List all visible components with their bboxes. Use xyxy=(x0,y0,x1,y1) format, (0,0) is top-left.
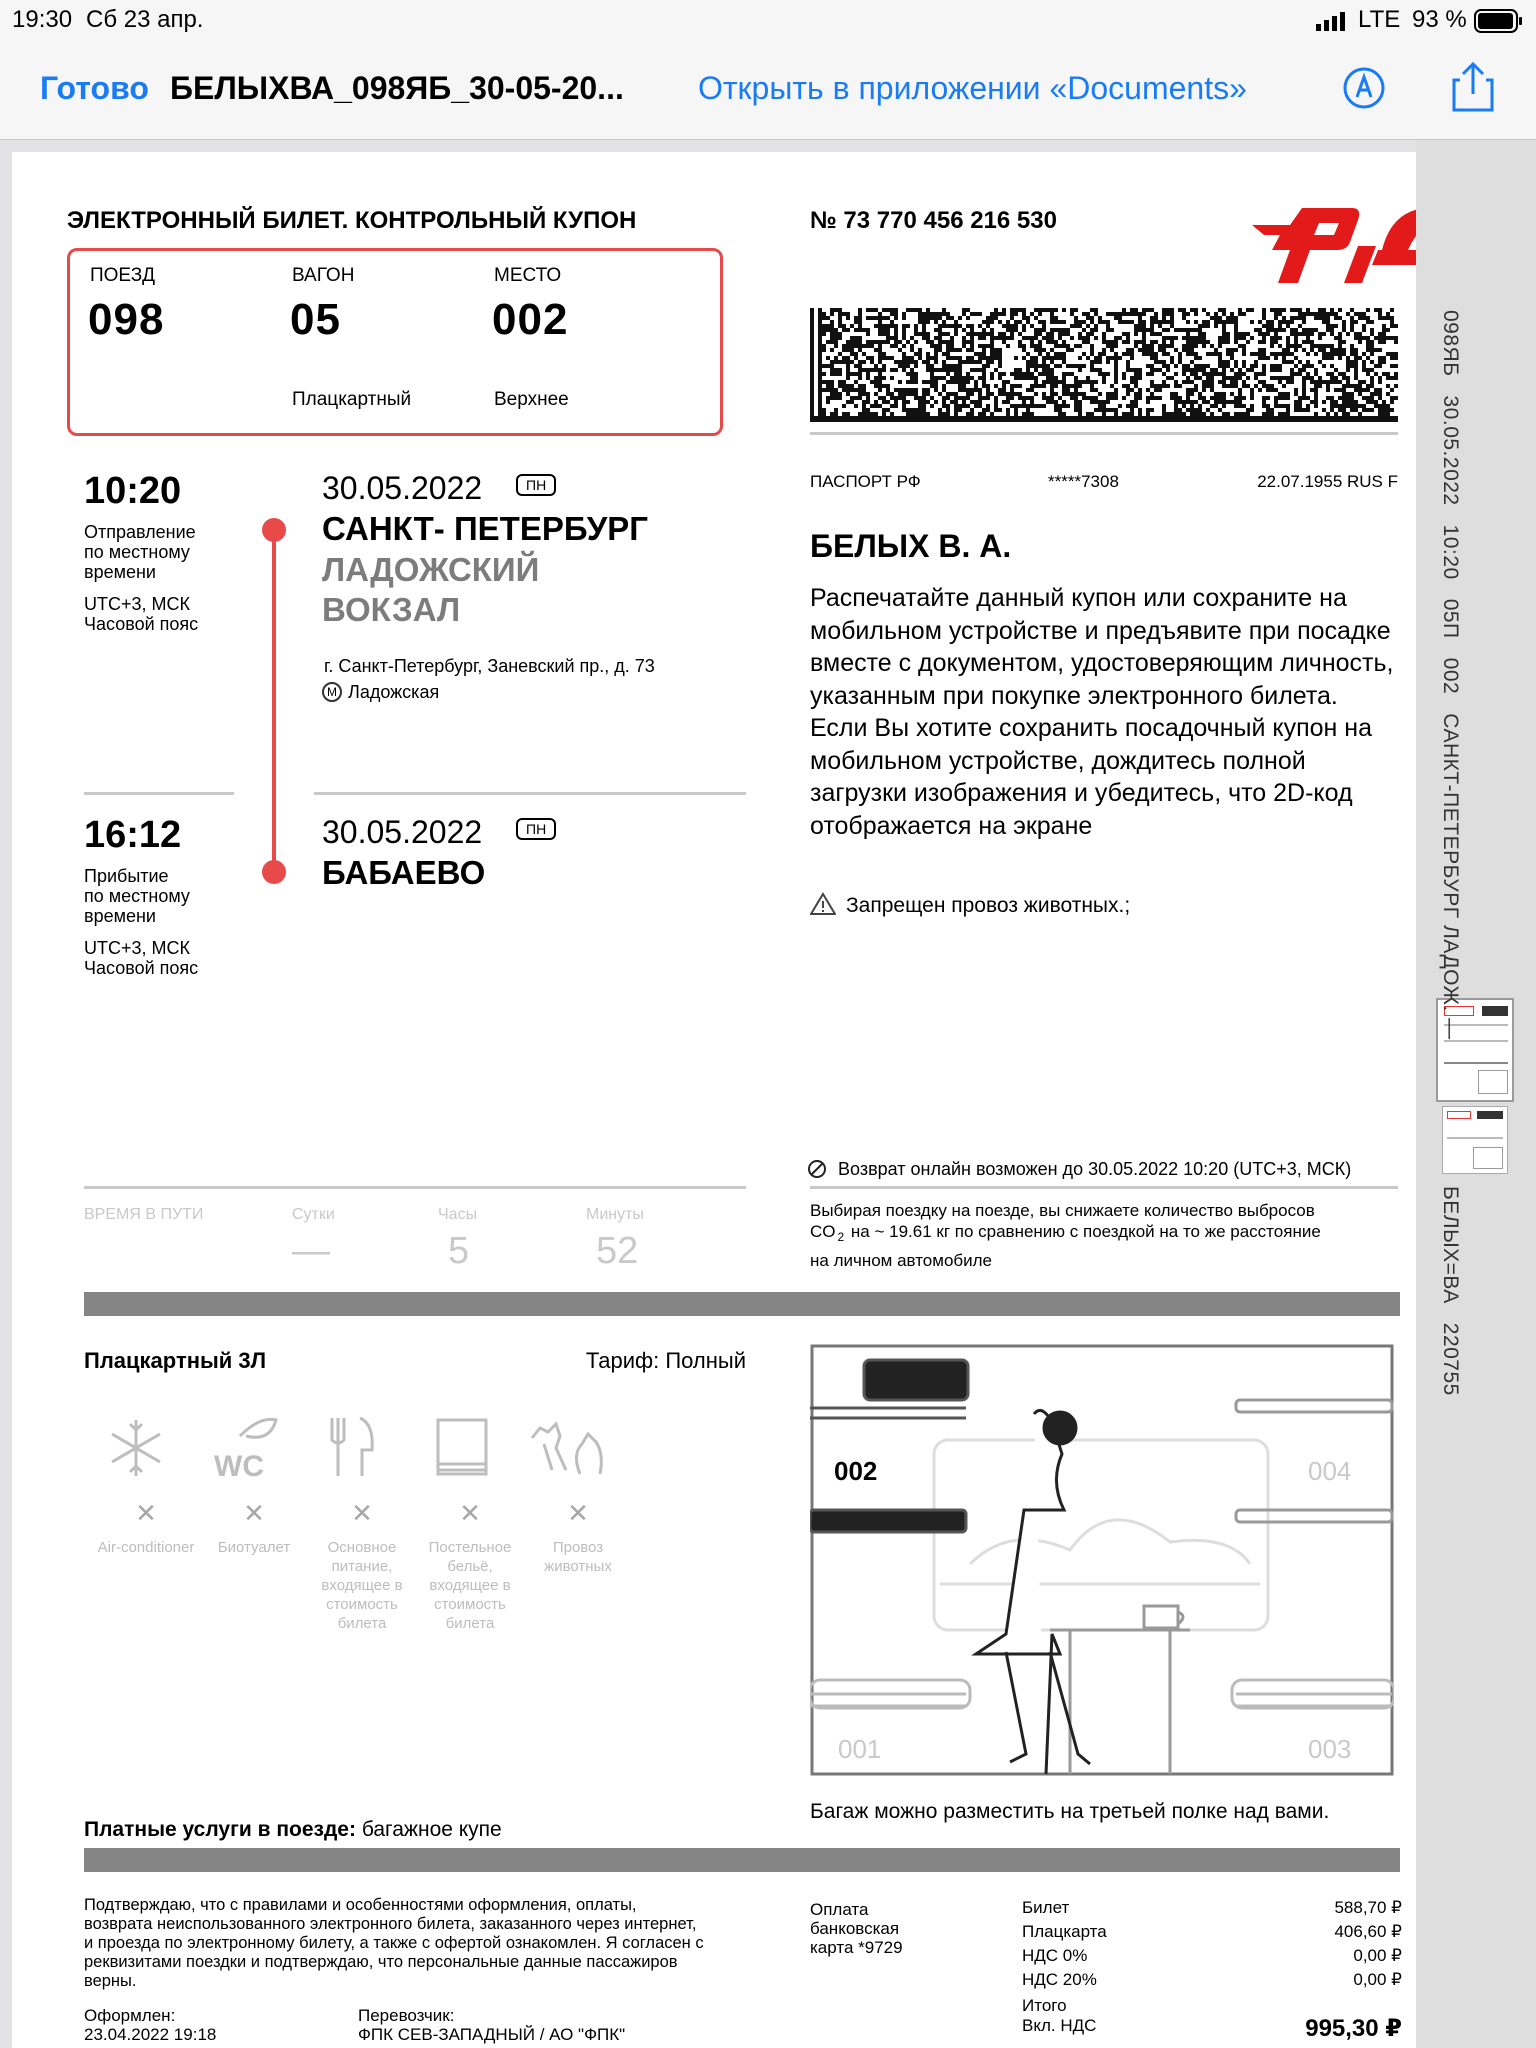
price-ticket: 588,70 ₽ xyxy=(1334,1898,1402,1917)
status-bar xyxy=(0,0,1536,42)
signal-icon xyxy=(1316,10,1350,30)
seat-004-label: 004 xyxy=(1308,1456,1352,1486)
amenity-4-label: Провоз животных xyxy=(544,1539,612,1575)
warning-text: Запрещен провоз животных.; xyxy=(846,894,1131,917)
legal-consent: Подтверждаю, что с правилами и особенностями оформления, оплаты, возврата неиспользованного электронного билета, заказанного через интернет, и проезда по электронному билету, а также с офертой ознакомлен. Я согласен с реквизитами поездки и подтверждаю, что персональные данные пассажиров верны. xyxy=(84,1896,704,1990)
amenity-3-label: Постельное бельё, входящее в стоимость билета xyxy=(428,1539,512,1632)
carrier-value: ФПК СЕВ-ЗАПАДНЫЙ / АО "ФПК" xyxy=(358,2025,626,2044)
seat-label: МЕСТО xyxy=(494,265,562,286)
ticket-number: № 73 770 456 216 530 xyxy=(810,207,1057,234)
side-passenger-text xyxy=(1438,1186,1462,1396)
train-number: 098 xyxy=(88,295,165,344)
departure-date: 30.05.2022 xyxy=(322,470,483,506)
carrier-info xyxy=(358,2006,625,2044)
arrival-note-2: по местному xyxy=(84,886,190,906)
toilet-icon xyxy=(210,1414,280,1485)
arrival-tz-2: Часовой пояс xyxy=(84,958,199,978)
battery-percent: 93 % xyxy=(1412,6,1467,33)
section-divider-1 xyxy=(84,1292,1400,1316)
arrival-weekday: ПН xyxy=(516,818,556,840)
price-vat20: 0,00 ₽ xyxy=(1353,1970,1402,1989)
amenity-air-conditioner xyxy=(96,1498,196,1557)
issued-info xyxy=(84,2006,216,2044)
side-date: 30.05.2022 xyxy=(1439,395,1462,506)
amenity-linen xyxy=(420,1498,520,1633)
issued-label: Оформлен: xyxy=(84,2006,176,2025)
price-total: 995,30 ₽ xyxy=(1305,2015,1402,2042)
seat-map-illustration xyxy=(810,1344,1394,1776)
seat-002-label: 002 xyxy=(834,1456,878,1486)
departure-time: 10:20 xyxy=(84,470,182,512)
car-type: Плацкартный xyxy=(292,389,412,410)
side-passenger: БЕЛЫХ=ВА xyxy=(1439,1186,1462,1304)
eco-line-1: Выбирая поездку на поезде, вы снижаете количество выбросов xyxy=(810,1201,1315,1220)
departure-weekday: ПН xyxy=(516,474,556,496)
paid-services xyxy=(84,1818,502,1842)
pet-icon xyxy=(526,1414,606,1485)
linen-icon xyxy=(432,1416,492,1485)
price-vat0: 0,00 ₽ xyxy=(1353,1946,1402,1965)
payment-l1: Оплата xyxy=(810,1900,869,1919)
carrier-label: Перевозчик: xyxy=(358,2006,455,2025)
car-label: ВАГОН xyxy=(292,265,355,286)
side-code: 220755 xyxy=(1439,1322,1462,1396)
train-car-seat-box xyxy=(67,248,723,436)
network-type: LTE xyxy=(1358,6,1401,33)
amenity-biotoilet xyxy=(204,1498,304,1557)
svg-text:WC: WC xyxy=(214,1450,264,1480)
done-button[interactable]: Готово xyxy=(40,70,149,106)
total-label-2: Вкл. НДС xyxy=(1022,2016,1097,2035)
side-car: 05П xyxy=(1439,598,1462,639)
amenity-0-mark: ✕ xyxy=(135,1498,157,1528)
viewer-toolbar xyxy=(0,42,1536,140)
side-route-text xyxy=(1438,310,1462,1040)
departure-station-2: ВОКЗАЛ xyxy=(322,591,461,628)
price-vat0-label: НДС 0% xyxy=(1022,1946,1088,1965)
travel-hours: 5 xyxy=(448,1230,470,1272)
tariff: Тариф: Полный xyxy=(585,1348,746,1373)
page-thumbnail-2[interactable] xyxy=(1442,1106,1508,1174)
eco-sub: 2 xyxy=(837,1230,845,1245)
document-title: БЕЛЫХВА_098ЯБ_30-05-20... xyxy=(170,70,624,106)
arrival-note xyxy=(84,866,190,926)
price-ticket-label: Билет xyxy=(1022,1898,1070,1917)
total-label-1: Итого xyxy=(1022,1996,1067,2015)
metro-station: Ладожская xyxy=(348,682,440,702)
payment-l2: банковская xyxy=(810,1919,900,1938)
eco-info xyxy=(810,1200,1400,1271)
rzd-logo xyxy=(1252,190,1416,295)
amenity-1-label: Биотуалет xyxy=(217,1539,291,1556)
metro-icon: М xyxy=(322,682,342,702)
status-time: 19:30 xyxy=(12,6,73,33)
amenity-1-mark: ✕ xyxy=(243,1498,265,1528)
arrival-dot xyxy=(262,860,286,884)
travel-days: — xyxy=(292,1230,330,1272)
page-thumbnail-strip xyxy=(1416,140,1536,2048)
arrival-note-3: времени xyxy=(84,906,156,926)
price-vat20-label: НДС 20% xyxy=(1022,1970,1097,1989)
warning-icon xyxy=(810,892,836,921)
seat-number: 002 xyxy=(492,295,569,344)
departure-note-1: Отправление xyxy=(84,522,196,542)
amenity-2-mark: ✕ xyxy=(351,1498,373,1528)
departure-note-2: по местному xyxy=(84,542,190,562)
ticket-page xyxy=(12,152,1416,2048)
status-date: Сб 23 апр. xyxy=(86,6,204,33)
departure-dot xyxy=(262,518,286,542)
amenity-4-mark: ✕ xyxy=(567,1498,589,1528)
side-route: САНКТ-ПЕТЕРБУРГ ЛАДОЖ. — xyxy=(1439,713,1462,1040)
seat-type: Верхнее xyxy=(494,389,569,410)
seat-001-label: 001 xyxy=(838,1734,882,1764)
side-train: 098ЯБ xyxy=(1439,310,1462,377)
markup-icon[interactable] xyxy=(1340,64,1388,117)
refund-info: Возврат онлайн возможен до 30.05.2022 10:20 (UTC+3, МСК) xyxy=(838,1159,1352,1179)
side-time: 10:20 xyxy=(1439,524,1462,580)
travel-minutes-label: Минуты xyxy=(586,1206,644,1223)
amenity-pets xyxy=(528,1498,628,1576)
document-number: *****7308 xyxy=(1048,472,1119,491)
route-line xyxy=(272,522,276,872)
travel-minutes: 52 xyxy=(596,1230,639,1272)
departure-tz-1: UTC+3, МСК xyxy=(84,594,190,614)
snowflake-icon xyxy=(104,1416,168,1485)
arrival-tz-1: UTC+3, МСК xyxy=(84,938,190,958)
amenity-0-label: Air-conditioner xyxy=(97,1539,195,1556)
departure-note xyxy=(84,522,196,582)
paid-services-label: Платные услуги в поезде: xyxy=(84,1818,356,1841)
amenity-meals xyxy=(312,1498,412,1633)
ticket-heading: ЭЛЕКТРОННЫЙ БИЛЕТ. КОНТРОЛЬНЫЙ КУПОН xyxy=(67,207,637,234)
passenger-name: БЕЛЫХ В. А. xyxy=(810,528,1012,564)
departure-note-3: времени xyxy=(84,562,156,582)
refund-icon xyxy=(806,1158,828,1185)
departure-address: г. Санкт-Петербург, Заневский пр., д. 73 xyxy=(324,656,655,676)
departure-city: САНКТ- ПЕТЕРБУРГ xyxy=(322,510,649,547)
luggage-note: Багаж можно разместить на третьей полке над вами. xyxy=(810,1800,1330,1823)
amenity-2-label: Основное питание, входящее в стоимость билета xyxy=(321,1539,403,1632)
arrival-timezone xyxy=(84,938,198,978)
paid-services-value: багажное купе xyxy=(355,1818,502,1841)
eco-line-2 xyxy=(810,1221,1400,1248)
price-platz-label: Плацкарта xyxy=(1022,1922,1107,1941)
side-seat: 002 xyxy=(1439,657,1462,695)
eco-line-2-text: на ~ 19.61 кг по сравнению с поездкой на то же расстояние xyxy=(846,1222,1321,1241)
departure-station-1: ЛАДОЖСКИЙ xyxy=(322,551,540,588)
instructions-text: Распечатайте данный купон или сохраните на мобильном устройстве и предъявите при посадке вместе с документом, удостоверяющим личность, указанным при покупке электронного билета. Если Вы хотите сохранить посадочный купон на мобильном устройстве, дождитесь полной загрузки изображения и убедитесь, что 2D-код отображается на экране xyxy=(810,584,1394,840)
share-icon[interactable] xyxy=(1450,60,1496,119)
travel-hours-label: Часы xyxy=(438,1206,478,1223)
car-class: Плацкартный 3Л xyxy=(84,1348,267,1373)
date-of-birth: 22.07.1955 RUS F xyxy=(1257,472,1398,491)
seat-003-label: 003 xyxy=(1308,1734,1352,1764)
battery-icon xyxy=(1474,9,1524,40)
payment-l3: карта *9729 xyxy=(810,1938,903,1957)
arrival-date: 30.05.2022 xyxy=(322,814,483,850)
departure-tz-2: Часовой пояс xyxy=(84,614,199,634)
arrival-note-1: Прибытие xyxy=(84,866,169,886)
2d-barcode xyxy=(810,308,1398,422)
departure-timezone xyxy=(84,594,198,634)
travel-time-label: ВРЕМЯ В ПУТИ xyxy=(84,1206,204,1223)
payment-method xyxy=(810,1900,903,1957)
train-label: ПОЕЗД xyxy=(90,265,156,286)
open-in-documents-button[interactable]: Открыть в приложении «Documents» xyxy=(698,70,1247,106)
travel-days-label: Сутки xyxy=(292,1206,335,1223)
arrival-city: БАБАЕВО xyxy=(322,854,486,891)
section-divider-2 xyxy=(84,1848,1400,1872)
cutlery-icon xyxy=(322,1414,382,1485)
issued-value: 23.04.2022 19:18 xyxy=(84,2025,217,2044)
car-number: 05 xyxy=(290,295,341,344)
document-type: ПАСПОРТ РФ xyxy=(810,472,921,491)
eco-line-3: на личном автомобиле xyxy=(810,1251,993,1271)
price-platz: 406,60 ₽ xyxy=(1334,1922,1402,1941)
eco-co: CO xyxy=(810,1222,836,1241)
arrival-time: 16:12 xyxy=(84,814,182,856)
amenity-3-mark: ✕ xyxy=(459,1498,481,1528)
departure-station xyxy=(322,550,539,630)
